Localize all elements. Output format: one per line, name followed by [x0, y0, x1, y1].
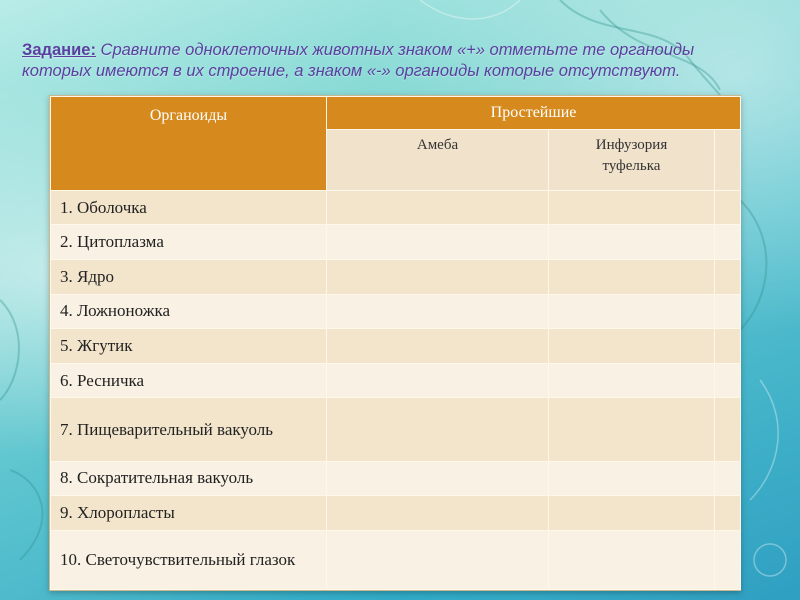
extra-cell	[715, 225, 741, 260]
table-row	[51, 329, 741, 364]
organelle-name: 10. Светочувствительный глазок	[51, 530, 327, 589]
amoeba-cell[interactable]	[327, 363, 549, 398]
paramecium-cell[interactable]	[549, 294, 715, 329]
header-protozoa: Простейшие	[327, 97, 741, 130]
extra-cell	[715, 496, 741, 531]
table-row	[51, 496, 741, 531]
amoeba-cell[interactable]	[327, 259, 549, 294]
organelle-comparison-table	[49, 95, 741, 591]
paramecium-cell[interactable]	[549, 190, 715, 225]
paramecium-cell[interactable]	[549, 398, 715, 461]
organelle-name: 4. Ложноножка	[51, 294, 327, 329]
paramecium-cell[interactable]	[549, 225, 715, 260]
amoeba-cell[interactable]	[327, 225, 549, 260]
table-row	[51, 259, 741, 294]
table-row	[51, 461, 741, 496]
extra-cell	[715, 461, 741, 496]
extra-cell	[715, 329, 741, 364]
amoeba-cell[interactable]	[327, 329, 549, 364]
table-row	[51, 398, 741, 461]
table-row	[51, 190, 741, 225]
task-text: Сравните одноклеточных животных знаком «+» отметьте те органоиды которых имеются в их строение, а знаком «-» органоиды которые отсутствуют.	[22, 41, 695, 80]
table-row	[51, 530, 741, 589]
header-organelles: Органоиды	[51, 97, 327, 191]
organelle-name: 1. Оболочка	[51, 190, 327, 225]
table-row	[51, 294, 741, 329]
amoeba-cell[interactable]	[327, 496, 549, 531]
task-lead: Задание:	[22, 41, 96, 59]
amoeba-cell[interactable]	[327, 461, 549, 496]
extra-cell	[715, 190, 741, 225]
task-instruction	[22, 40, 742, 82]
organelle-name: 8. Сократительная вакуоль	[51, 461, 327, 496]
paramecium-cell[interactable]	[549, 461, 715, 496]
paramecium-cell[interactable]	[549, 363, 715, 398]
extra-cell	[715, 294, 741, 329]
organelle-name: 9. Хлоропласты	[51, 496, 327, 531]
extra-cell	[715, 363, 741, 398]
table-row	[51, 225, 741, 260]
table-row	[51, 363, 741, 398]
column-paramecium: Инфузория туфелька	[549, 129, 715, 190]
column-extra	[715, 129, 741, 190]
paramecium-cell[interactable]	[549, 329, 715, 364]
extra-cell	[715, 398, 741, 461]
organelle-name: 3. Ядро	[51, 259, 327, 294]
organelle-name: 6. Ресничка	[51, 363, 327, 398]
paramecium-cell[interactable]	[549, 259, 715, 294]
extra-cell	[715, 259, 741, 294]
paramecium-cell[interactable]	[549, 496, 715, 531]
extra-cell	[715, 530, 741, 589]
amoeba-cell[interactable]	[327, 294, 549, 329]
organelle-name: 2. Цитоплазма	[51, 225, 327, 260]
organelle-name: 7. Пищеварительный вакуоль	[51, 398, 327, 461]
paramecium-cell[interactable]	[549, 530, 715, 589]
column-amoeba: Амеба	[327, 129, 549, 190]
amoeba-cell[interactable]	[327, 190, 549, 225]
amoeba-cell[interactable]	[327, 398, 549, 461]
organelle-name: 5. Жгутик	[51, 329, 327, 364]
amoeba-cell[interactable]	[327, 530, 549, 589]
